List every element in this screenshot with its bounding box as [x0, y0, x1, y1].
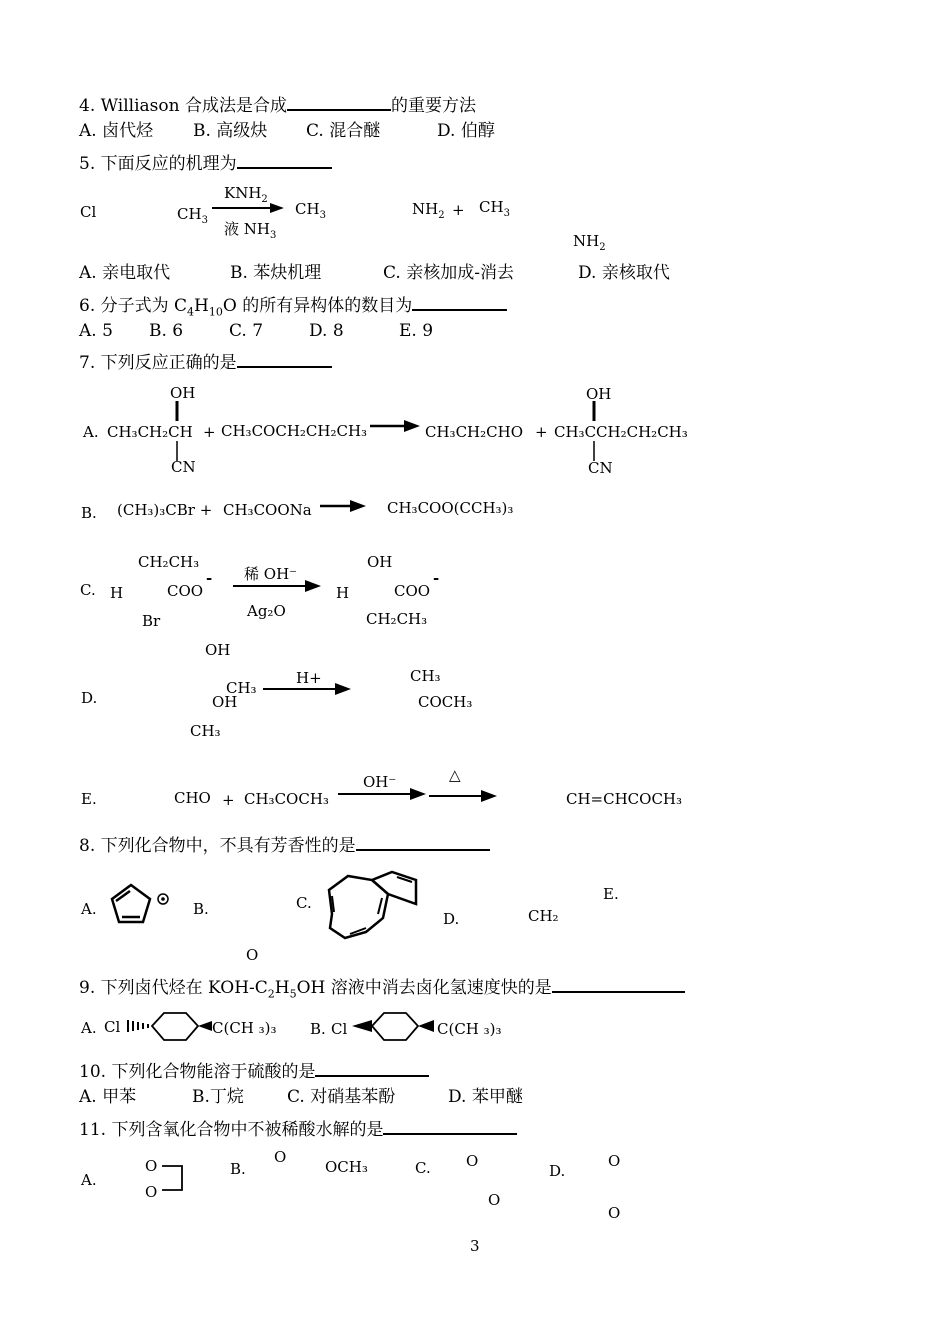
q7b-reactant2: CH₃COONa: [223, 501, 312, 519]
q8-answer-blank[interactable]: [356, 834, 490, 851]
q5-answer-blank[interactable]: [237, 152, 332, 169]
q7e-reagent1: OH⁻: [363, 773, 397, 791]
q7a-label: A.: [83, 423, 99, 441]
q7c-coo: COO: [167, 582, 204, 600]
q5-reagent-knh2: $KNH_2$: [224, 184, 268, 205]
q7b-reactant1: (CH₃)₃CBr +: [117, 501, 213, 519]
q7d-oh-mid: OH: [212, 693, 238, 711]
q4-stem-pre: 4. Williason 合成法是合成: [79, 96, 287, 116]
q4-option-a: A. 卤代烃: [79, 121, 154, 141]
q8-label-e: E.: [603, 885, 619, 903]
q7-answer-blank[interactable]: [237, 351, 332, 368]
q11c-o2: O: [488, 1191, 501, 1209]
q7d-reagent: H+: [296, 669, 322, 687]
q7b-arrow: [320, 500, 366, 512]
q9a-cyclohexane-icon: [126, 1010, 212, 1044]
q5-option-a: A. 亲电取代: [79, 263, 171, 283]
q9b-cl: Cl: [331, 1020, 348, 1038]
q10-option-d: D. 苯甲醚: [448, 1087, 523, 1107]
q7e-plus: +: [222, 791, 235, 809]
q11b-och3: OCH₃: [325, 1158, 368, 1176]
q7c-product-h: H: [336, 584, 350, 602]
q7a-reactant2: CH₃COCH₂CH₂CH₃: [221, 422, 368, 440]
q10-option-b: B.丁烷: [192, 1087, 244, 1107]
q10-option-c: C. 对硝基苯酚: [287, 1087, 396, 1107]
q6-option-a: A. 5: [79, 321, 113, 341]
q9-label-a: A.: [81, 1019, 97, 1037]
q7e-reactant2: CH₃COCH₃: [244, 790, 329, 808]
q7d-ch3-b: CH₃: [190, 722, 221, 740]
q5-option-b: B. 苯炔机理: [230, 263, 322, 283]
q11c-o1: O: [466, 1152, 479, 1170]
q6-option-e: E. 9: [399, 321, 434, 341]
q8-d-ch2: CH₂: [528, 907, 559, 925]
q7e-arrow2: [429, 790, 497, 802]
q11-answer-blank[interactable]: [383, 1118, 517, 1135]
q7d-ch3-a: CH₃: [226, 679, 257, 697]
q7d-product-ch3: CH₃: [410, 667, 441, 685]
q11-stem: 11. 下列含氧化合物中不被稀酸水解的是: [79, 1118, 517, 1139]
q6-option-c: C. 7: [229, 321, 264, 341]
q8-label-c: C.: [296, 894, 312, 912]
q8-label-b: B.: [193, 900, 209, 918]
q7e-arrow1: [338, 788, 426, 800]
q7c-br: Br: [142, 612, 161, 630]
q5-stem-text: 5. 下面反应的机理为: [79, 154, 237, 174]
q9-stem: 9. 下列卤代烃在 KOH-$C_2H_5OH$ 溶液中消去卤化氢速度快的是: [79, 976, 685, 999]
q9a-cl: Cl: [104, 1018, 121, 1036]
q5-reagent-liq-nh3: 液 $NH_3$: [224, 220, 277, 241]
q11-label-c: C.: [415, 1159, 431, 1177]
q7c-minus: -: [206, 569, 213, 587]
q4-answer-blank[interactable]: [287, 94, 391, 111]
q6-option-d: D. 8: [309, 321, 344, 341]
q11-label-a: A.: [81, 1171, 97, 1189]
q5-option-c: C. 亲核加成-消去: [383, 263, 514, 283]
q7c-ch2ch3: CH₂CH₃: [138, 553, 200, 571]
q4-option-c: C. 混合醚: [306, 121, 381, 141]
q9b-group: C(CH ₃)₃: [437, 1020, 502, 1038]
q11a-ring-bracket: [160, 1158, 188, 1196]
q7c-product-oh: OH: [367, 553, 393, 571]
q7a-product-oh: OH: [586, 385, 612, 403]
q9-label-b: B.: [310, 1020, 326, 1038]
q7a-plus2: +: [535, 423, 548, 441]
q5-product2-nh2: $NH_2$: [573, 232, 606, 253]
q9b-cyclohexane-icon: [352, 1010, 438, 1044]
q11-label-b: B.: [230, 1160, 246, 1178]
q7c-product-coo: COO: [394, 582, 431, 600]
q10-answer-blank[interactable]: [315, 1060, 429, 1077]
q11a-o1: O: [145, 1157, 158, 1175]
q7a-reactant1: CH₃CH₂CH: [107, 423, 193, 441]
q7c-label: C.: [80, 581, 96, 599]
q7c-reagent-top: 稀 OH⁻: [244, 565, 298, 583]
cyclopentadienyl-cation-icon: [105, 882, 175, 932]
q7c-arrow: [233, 580, 321, 592]
q5-stem: [79, 152, 332, 173]
q7a-cn: CN: [171, 458, 196, 476]
q11d-o1: O: [608, 1152, 621, 1170]
q5-reactant-ch3: $CH_3$: [177, 205, 208, 226]
q5-product-nh2: $NH_2$: [412, 200, 445, 221]
q8-stem: 8. 下列化合物中，不具有芳香性的是: [79, 834, 490, 855]
q7-stem: 7. 下列反应正确的是: [79, 351, 332, 372]
q9a-group: C(CH ₃)₃: [212, 1019, 277, 1037]
page-number: 3: [470, 1237, 480, 1255]
q7e-product: CH=CHCOCH₃: [566, 790, 683, 808]
q7b-label: B.: [81, 504, 97, 522]
q7e-reagent2: △: [449, 766, 461, 784]
q10-option-a: A. 甲苯: [79, 1087, 137, 1107]
q8-label-d: D.: [443, 910, 460, 928]
q4-stem: [79, 94, 476, 115]
q6-answer-blank[interactable]: [412, 294, 507, 311]
q7e-reactant1: CHO: [174, 789, 211, 807]
q7d-product-coch3: COCH₃: [418, 693, 473, 711]
q4-option-d: D. 伯醇: [437, 121, 495, 141]
q11b-o: O: [274, 1148, 287, 1166]
q9-answer-blank[interactable]: [552, 976, 685, 993]
q6-option-b: B. 6: [149, 321, 184, 341]
q11a-o2: O: [145, 1183, 158, 1201]
q4-stem-post: 的重要方法: [391, 96, 476, 116]
q5-reaction-arrow: [212, 202, 284, 214]
q7c-h: H: [110, 584, 124, 602]
q5-product-ch3: $CH_3$: [295, 200, 326, 221]
q10-stem: 10. 下列化合物能溶于硫酸的是: [79, 1060, 429, 1081]
q7a-arrow: [370, 420, 420, 432]
q7a-product1: CH₃CH₂CHO: [425, 423, 523, 441]
q7c-product-ch2ch3: CH₂CH₃: [366, 610, 428, 628]
q7d-oh-top: OH: [205, 641, 231, 659]
q7a-plus1: +: [203, 423, 216, 441]
q7d-label: D.: [81, 689, 98, 707]
q7a-oh: OH: [170, 384, 196, 402]
q8-b-oxygen: O: [246, 946, 259, 964]
q7a-product-cn: CN: [588, 459, 613, 477]
q5-option-d: D. 亲核取代: [578, 263, 670, 283]
q6-stem: 6. 分子式为 $C_4H_{10}O$ 的所有异构体的数目为: [79, 294, 507, 317]
q5-product2-ch3: $CH_3$: [479, 198, 510, 219]
q7c-product-minus: -: [433, 569, 440, 587]
q5-cl: Cl: [80, 203, 97, 221]
q11d-o2: O: [608, 1204, 621, 1222]
q11-label-d: D.: [549, 1162, 566, 1180]
azulene-icon: [320, 868, 424, 950]
q7b-product: CH₃COO(CCH₃)₃: [387, 499, 514, 517]
q7c-reagent-bottom: Ag₂O: [247, 602, 286, 620]
q7a-product2: CH₃CCH₂CH₂CH₃: [554, 423, 688, 441]
q8-label-a: A.: [81, 900, 97, 918]
q7d-arrow: [263, 683, 351, 695]
q5-plus: +: [452, 201, 465, 219]
q4-option-b: B. 高级炔: [193, 121, 268, 141]
q7e-label: E.: [81, 790, 97, 808]
